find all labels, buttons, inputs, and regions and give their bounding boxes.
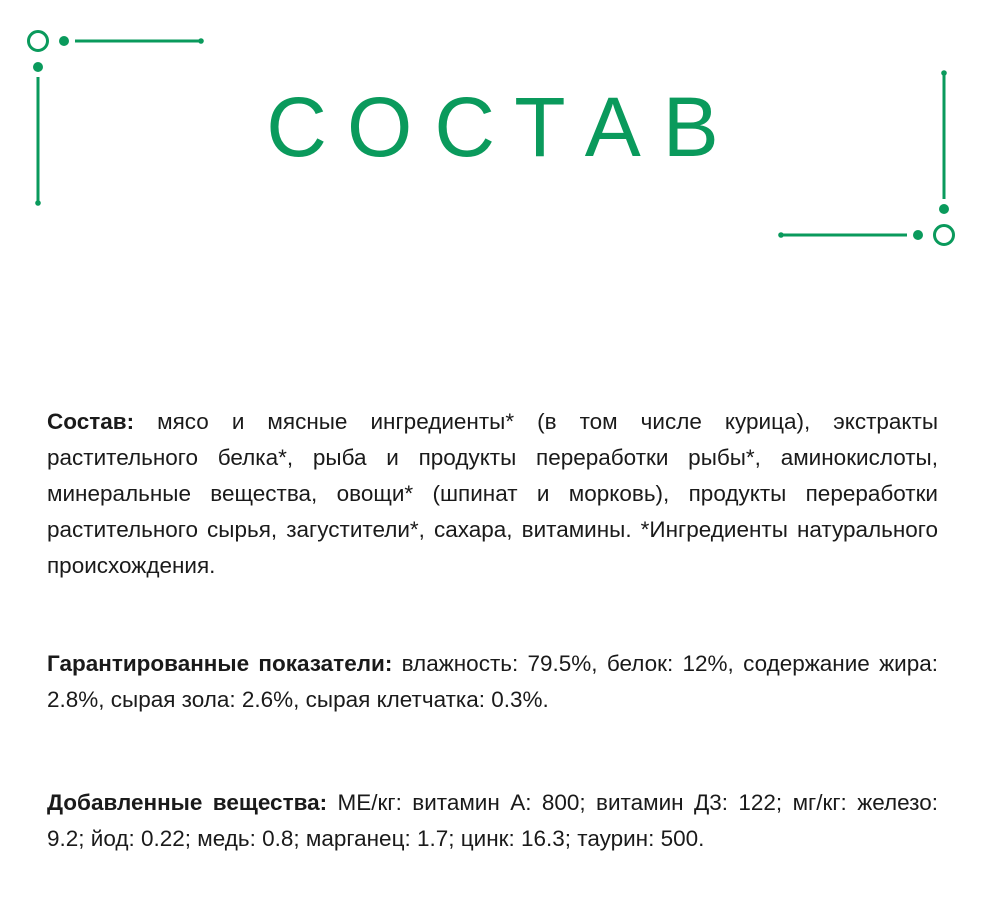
composition-label: Состав: [47,409,135,434]
guaranteed-values-text: влажность: 79.5%, белок: 12%, содержание жира: 2.8%, сырая зола: 2.6%, сырая клетчатка: 0.3%. [47,651,938,712]
page-title: СОСТАВ [266,80,741,174]
guaranteed-values-label: Гарантированные показатели: [47,651,393,676]
composition-paragraph [47,404,938,584]
additives-paragraph [47,785,938,857]
composition-text: мясо и мясные ингредиенты* (в том числе курица), экстракты растительного белка*, рыба и продукты переработки рыбы*, аминокислоты, минеральные вещества, овощи* (шпинат и морковь), продукты переработки растительного сырья, загустители*, сахара, витамины. *Ингредиенты натурального происхождения. [47,409,938,578]
additives-label: Добавленные вещества: [47,790,328,815]
additives-text: МЕ/кг: витамин А: 800; витамин Д3: 122; мг/кг: железо: 9.2; йод: 0.22; медь: 0.8; марганец: 1.7; цинк: 16.3; таурин: 500. [47,790,938,851]
guaranteed-values-paragraph [47,646,938,718]
